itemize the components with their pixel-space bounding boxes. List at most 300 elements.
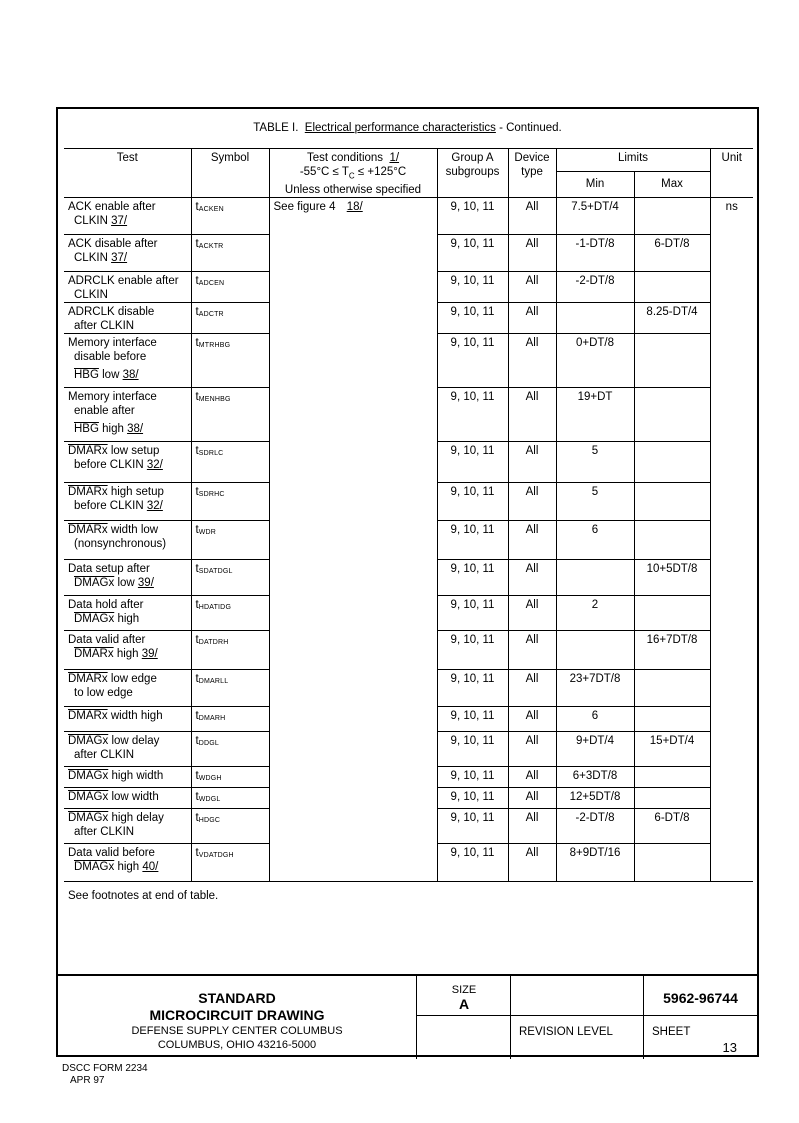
header-test-conditions: Test conditions 1/ $-55^\circ C \le T_C \le +125^\circ C$ Unless otherwise specified bbox=[269, 149, 437, 198]
test-cell bbox=[64, 707, 191, 732]
unit-cell bbox=[710, 198, 753, 882]
test-signal-overbar: DMARx bbox=[74, 648, 114, 661]
symbol-letter: t bbox=[195, 673, 199, 686]
symbol-cell bbox=[191, 388, 269, 442]
device-value: All bbox=[525, 524, 539, 537]
group-a-cell bbox=[437, 334, 508, 388]
test-text: ADRCLK enable after bbox=[68, 275, 179, 288]
group-a-cell bbox=[437, 483, 508, 521]
table-title-suffix: - Continued. bbox=[495, 122, 562, 134]
test-text: ADRCLK disable bbox=[68, 306, 155, 319]
min-cell bbox=[556, 272, 634, 303]
group-a-cell bbox=[437, 670, 508, 707]
group-value: 9, 10, 11 bbox=[450, 673, 495, 686]
test-note: 38/ bbox=[122, 369, 139, 382]
symbol-letter: t bbox=[195, 337, 199, 350]
test-text: high delay bbox=[108, 812, 164, 825]
max-cell bbox=[634, 521, 710, 560]
group-value: 9, 10, 11 bbox=[450, 306, 495, 319]
test-text: (nonsynchronous) bbox=[74, 538, 167, 551]
device-type-cell bbox=[508, 198, 556, 235]
symbol-cell bbox=[191, 442, 269, 483]
symbol-cell bbox=[191, 844, 269, 882]
device-value: All bbox=[525, 847, 539, 860]
symbol-subscript: ACKTR bbox=[198, 243, 224, 251]
test-text: ACK enable after bbox=[68, 201, 156, 214]
device-type-cell bbox=[508, 631, 556, 670]
min-cell bbox=[556, 198, 634, 235]
table-title-prefix: TABLE I. bbox=[253, 122, 299, 134]
symbol-cell bbox=[191, 670, 269, 707]
header-limits: Limits bbox=[556, 149, 710, 172]
min-cell bbox=[556, 732, 634, 767]
min-value: 7.5+DT/4 bbox=[571, 201, 619, 214]
min-cell bbox=[556, 442, 634, 483]
group-value: 9, 10, 11 bbox=[450, 770, 495, 783]
group-value: 9, 10, 11 bbox=[450, 847, 495, 860]
symbol-letter: t bbox=[195, 275, 199, 288]
max-value: 6-DT/8 bbox=[654, 238, 690, 251]
form-number: DSCC FORM 2234 bbox=[62, 1063, 148, 1074]
header-unit: Unit bbox=[710, 149, 753, 198]
symbol-cell bbox=[191, 303, 269, 334]
test-text: after CLKIN bbox=[74, 749, 135, 762]
device-value: All bbox=[525, 563, 539, 576]
symbol-letter: t bbox=[195, 524, 199, 537]
test-signal-overbar: $\overline{HBG}$ bbox=[74, 423, 99, 436]
test-cell bbox=[64, 442, 191, 483]
symbol-subscript: MENHBG bbox=[198, 396, 231, 404]
min-cell bbox=[556, 303, 634, 334]
drawing-number-cell bbox=[643, 976, 757, 1059]
max-cell bbox=[634, 272, 710, 303]
group-value: 9, 10, 11 bbox=[450, 445, 495, 458]
device-type-cell bbox=[508, 560, 556, 596]
revision-label: REVISION LEVEL bbox=[519, 1026, 613, 1038]
symbol-cell bbox=[191, 809, 269, 844]
max-cell bbox=[634, 631, 710, 670]
title-block bbox=[58, 974, 757, 1059]
min-cell bbox=[556, 809, 634, 844]
test-text: CLKIN bbox=[74, 215, 112, 228]
test-text: low setup bbox=[107, 445, 160, 458]
test-text: high bbox=[98, 423, 128, 436]
device-type-cell bbox=[508, 788, 556, 809]
test-cell bbox=[64, 303, 191, 334]
test-signal-overbar: DMAGx bbox=[68, 812, 109, 825]
max-cell bbox=[634, 303, 710, 334]
test-signal-overbar: DMARx bbox=[68, 486, 108, 499]
test-text: ACK disable after bbox=[68, 238, 158, 251]
min-value: 6 bbox=[591, 524, 599, 537]
device-type-cell bbox=[508, 303, 556, 334]
symbol-subscript: SDATDGL bbox=[198, 568, 233, 576]
test-text: Memory interface bbox=[68, 337, 157, 350]
symbol-subscript: ACKEN bbox=[198, 206, 224, 214]
group-value: 9, 10, 11 bbox=[450, 524, 495, 537]
symbol-cell bbox=[191, 198, 269, 235]
test-note: 32/ bbox=[146, 459, 163, 472]
agency-name: DEFENSE SUPPLY CENTER COLUMBUS bbox=[131, 1025, 343, 1037]
test-text: to low edge bbox=[74, 687, 133, 700]
max-value: 10+5DT/8 bbox=[646, 563, 698, 576]
standard-label: STANDARD bbox=[198, 990, 276, 1006]
group-value: 9, 10, 11 bbox=[450, 735, 495, 748]
symbol-letter: t bbox=[195, 847, 199, 860]
test-text: before CLKIN bbox=[74, 459, 147, 472]
drawing-number: 5962-96744 bbox=[663, 990, 738, 1006]
device-type-cell bbox=[508, 596, 556, 631]
min-value: 12+5DT/8 bbox=[569, 791, 621, 804]
conditions-note: 18/ bbox=[346, 201, 363, 214]
device-value: All bbox=[525, 445, 539, 458]
test-cell bbox=[64, 272, 191, 303]
max-cell bbox=[634, 596, 710, 631]
symbol-letter: t bbox=[195, 735, 199, 748]
max-cell bbox=[634, 560, 710, 596]
symbol-subscript: WDGH bbox=[198, 775, 222, 783]
group-value: 9, 10, 11 bbox=[450, 238, 495, 251]
symbol-subscript: SDRLC bbox=[198, 450, 224, 458]
test-text: Data setup after bbox=[68, 563, 150, 576]
test-note: 37/ bbox=[111, 252, 128, 265]
min-value: 8+9DT/16 bbox=[569, 847, 621, 860]
test-text: enable after bbox=[74, 405, 135, 418]
min-value: -2-DT/8 bbox=[575, 812, 615, 825]
test-cell bbox=[64, 388, 191, 442]
size-value: A bbox=[458, 996, 470, 1012]
device-type-cell bbox=[508, 235, 556, 272]
test-text: disable before bbox=[74, 351, 147, 364]
sheet-number: 13 bbox=[722, 1040, 737, 1055]
symbol-letter: t bbox=[195, 770, 199, 783]
device-type-cell bbox=[508, 272, 556, 303]
min-cell bbox=[556, 631, 634, 670]
max-cell bbox=[634, 442, 710, 483]
symbol-cell bbox=[191, 272, 269, 303]
test-text: width high bbox=[107, 710, 163, 723]
device-value: All bbox=[525, 275, 539, 288]
min-cell bbox=[556, 334, 634, 388]
group-a-cell bbox=[437, 235, 508, 272]
device-type-cell bbox=[508, 483, 556, 521]
group-a-cell bbox=[437, 198, 508, 235]
symbol-cell bbox=[191, 521, 269, 560]
device-value: All bbox=[525, 634, 539, 647]
test-cell bbox=[64, 809, 191, 844]
group-a-cell bbox=[437, 809, 508, 844]
symbol-letter: t bbox=[195, 201, 199, 214]
symbol-cell bbox=[191, 334, 269, 388]
symbol-letter: t bbox=[195, 634, 199, 647]
group-value: 9, 10, 11 bbox=[450, 275, 495, 288]
test-signal-overbar: $\overline{HBG}$ bbox=[74, 369, 99, 382]
title-block-agency bbox=[58, 976, 416, 1059]
group-value: 9, 10, 11 bbox=[450, 812, 495, 825]
group-value: 9, 10, 11 bbox=[450, 634, 495, 647]
symbol-subscript: DMARLL bbox=[198, 678, 229, 686]
device-value: All bbox=[525, 238, 539, 251]
test-text: high bbox=[113, 648, 142, 661]
test-text: high width bbox=[108, 770, 164, 783]
header-max: Max bbox=[634, 172, 710, 198]
device-type-cell bbox=[508, 767, 556, 788]
symbol-subscript: HDATIDG bbox=[198, 604, 232, 612]
max-cell bbox=[634, 809, 710, 844]
symbol-letter: t bbox=[195, 812, 199, 825]
symbol-letter: t bbox=[195, 306, 199, 319]
electrical-characteristics-table bbox=[64, 148, 753, 882]
max-cell bbox=[634, 788, 710, 809]
group-a-cell bbox=[437, 631, 508, 670]
table-title-main: Electrical performance characteristics bbox=[304, 122, 496, 134]
group-a-cell bbox=[437, 388, 508, 442]
min-value: -2-DT/8 bbox=[575, 275, 615, 288]
max-value: 6-DT/8 bbox=[654, 812, 690, 825]
symbol-subscript: DDGL bbox=[198, 740, 219, 748]
symbol-cell bbox=[191, 235, 269, 272]
group-a-cell bbox=[437, 560, 508, 596]
group-a-cell bbox=[437, 272, 508, 303]
test-signal-overbar: DMARx bbox=[68, 710, 108, 723]
symbol-letter: t bbox=[195, 391, 199, 404]
device-value: All bbox=[525, 735, 539, 748]
test-cell bbox=[64, 596, 191, 631]
header-min: Min bbox=[556, 172, 634, 198]
device-type-cell bbox=[508, 521, 556, 560]
min-value: 0+DT/8 bbox=[575, 337, 615, 350]
test-text: low width bbox=[108, 791, 159, 804]
group-a-cell bbox=[437, 707, 508, 732]
device-value: All bbox=[525, 391, 539, 404]
min-cell bbox=[556, 670, 634, 707]
form-id bbox=[62, 1063, 148, 1087]
group-a-cell bbox=[437, 303, 508, 334]
group-value: 9, 10, 11 bbox=[450, 791, 495, 804]
min-value: -1-DT/8 bbox=[575, 238, 615, 251]
max-cell bbox=[634, 198, 710, 235]
test-text: CLKIN bbox=[74, 289, 108, 302]
min-cell bbox=[556, 521, 634, 560]
test-cell bbox=[64, 235, 191, 272]
test-text: low delay bbox=[108, 735, 160, 748]
test-cell bbox=[64, 521, 191, 560]
table-row bbox=[64, 198, 753, 235]
test-text: Data hold after bbox=[68, 599, 144, 612]
symbol-letter: t bbox=[195, 599, 199, 612]
test-note: 38/ bbox=[127, 423, 144, 436]
group-value: 9, 10, 11 bbox=[450, 710, 495, 723]
device-value: All bbox=[525, 791, 539, 804]
device-value: All bbox=[525, 599, 539, 612]
test-text: low bbox=[114, 577, 138, 590]
test-cell bbox=[64, 631, 191, 670]
sheet-label: SHEET bbox=[652, 1026, 691, 1038]
device-value: All bbox=[525, 710, 539, 723]
device-type-cell bbox=[508, 732, 556, 767]
drawing-label: MICROCIRCUIT DRAWING bbox=[149, 1007, 325, 1023]
symbol-cell bbox=[191, 707, 269, 732]
min-cell bbox=[556, 707, 634, 732]
device-type-cell bbox=[508, 707, 556, 732]
group-a-cell bbox=[437, 767, 508, 788]
symbol-letter: t bbox=[195, 238, 199, 251]
test-signal-overbar: DMAGx bbox=[68, 791, 109, 804]
test-signal-overbar: DMAGx bbox=[74, 577, 115, 590]
form-date: APR 97 bbox=[70, 1075, 105, 1086]
test-cell bbox=[64, 732, 191, 767]
test-cell bbox=[64, 767, 191, 788]
test-note: 40/ bbox=[142, 861, 159, 874]
device-type-cell bbox=[508, 844, 556, 882]
group-value: 9, 10, 11 bbox=[450, 599, 495, 612]
test-cell bbox=[64, 483, 191, 521]
min-value: 23+7DT/8 bbox=[569, 673, 621, 686]
symbol-subscript: WDGL bbox=[198, 796, 221, 804]
symbol-subscript: DMARH bbox=[198, 715, 226, 723]
min-cell bbox=[556, 767, 634, 788]
min-value: 6+3DT/8 bbox=[572, 770, 618, 783]
device-value: All bbox=[525, 486, 539, 499]
test-text: high bbox=[114, 861, 143, 874]
symbol-subscript: MTRHBG bbox=[198, 342, 231, 350]
test-cell bbox=[64, 198, 191, 235]
max-cell bbox=[634, 767, 710, 788]
test-signal-overbar: DMARx bbox=[68, 673, 108, 686]
device-value: All bbox=[525, 337, 539, 350]
symbol-letter: t bbox=[195, 445, 199, 458]
group-value: 9, 10, 11 bbox=[450, 486, 495, 499]
test-text: Data valid after bbox=[68, 634, 146, 647]
test-text: high setup bbox=[107, 486, 164, 499]
symbol-cell bbox=[191, 631, 269, 670]
group-a-cell bbox=[437, 521, 508, 560]
device-value: All bbox=[525, 306, 539, 319]
symbol-cell bbox=[191, 732, 269, 767]
min-cell bbox=[556, 235, 634, 272]
document-frame bbox=[56, 107, 759, 1057]
min-value: 6 bbox=[591, 710, 599, 723]
test-cell bbox=[64, 334, 191, 388]
conditions-cell bbox=[269, 198, 437, 882]
header-device-type: Device type bbox=[508, 149, 556, 198]
min-value: 9+DT/4 bbox=[575, 735, 615, 748]
symbol-letter: t bbox=[195, 486, 199, 499]
test-signal-overbar: DMAGx bbox=[68, 770, 109, 783]
symbol-subscript: HDGC bbox=[198, 817, 221, 825]
max-value: 8.25-DT/4 bbox=[646, 306, 698, 319]
group-value: 9, 10, 11 bbox=[450, 391, 495, 404]
device-value: All bbox=[525, 673, 539, 686]
header-group-a: Group A subgroups bbox=[437, 149, 508, 198]
group-a-cell bbox=[437, 732, 508, 767]
min-cell bbox=[556, 483, 634, 521]
test-note: 37/ bbox=[111, 215, 128, 228]
group-a-cell bbox=[437, 442, 508, 483]
device-type-cell bbox=[508, 670, 556, 707]
test-text: width low bbox=[107, 524, 159, 537]
symbol-letter: t bbox=[195, 791, 199, 804]
min-cell bbox=[556, 788, 634, 809]
min-cell bbox=[556, 560, 634, 596]
test-text: Memory interface bbox=[68, 391, 157, 404]
min-cell bbox=[556, 596, 634, 631]
min-value: 5 bbox=[591, 445, 599, 458]
max-cell bbox=[634, 334, 710, 388]
min-value: 19+DT bbox=[577, 391, 613, 404]
test-text: low edge bbox=[107, 673, 157, 686]
agency-address: COLUMBUS, OHIO 43216-5000 bbox=[157, 1039, 317, 1051]
unit-value: ns bbox=[725, 201, 738, 214]
symbol-letter: t bbox=[195, 563, 199, 576]
header-symbol: Symbol bbox=[191, 149, 269, 198]
symbol-cell bbox=[191, 483, 269, 521]
test-text: CLKIN bbox=[74, 252, 112, 265]
symbol-cell bbox=[191, 767, 269, 788]
test-text: low bbox=[98, 369, 123, 382]
test-text: before CLKIN bbox=[74, 500, 147, 513]
conditions-text: See figure 4 bbox=[273, 201, 336, 214]
device-type-cell bbox=[508, 388, 556, 442]
test-text: after CLKIN bbox=[74, 320, 135, 333]
device-value: All bbox=[525, 812, 539, 825]
symbol-subscript: SDRHC bbox=[198, 491, 225, 499]
device-type-cell bbox=[508, 809, 556, 844]
group-a-cell bbox=[437, 844, 508, 882]
revision-cell bbox=[510, 976, 644, 1059]
max-cell bbox=[634, 670, 710, 707]
footnote: See footnotes at end of table. bbox=[68, 890, 219, 902]
group-value: 9, 10, 11 bbox=[450, 201, 495, 214]
test-cell bbox=[64, 560, 191, 596]
test-signal-overbar: DMAGx bbox=[68, 735, 109, 748]
max-value: 16+7DT/8 bbox=[646, 634, 698, 647]
symbol-letter: t bbox=[195, 710, 199, 723]
symbol-subscript: ADCTR bbox=[198, 311, 224, 319]
min-cell bbox=[556, 844, 634, 882]
test-signal-overbar: DMAGx bbox=[74, 861, 115, 874]
test-signal-overbar: DMAGx bbox=[74, 613, 115, 626]
test-signal-overbar: DMARx bbox=[68, 445, 108, 458]
test-cell bbox=[64, 844, 191, 882]
max-cell bbox=[634, 732, 710, 767]
min-value: 5 bbox=[591, 486, 599, 499]
test-note: 32/ bbox=[146, 500, 163, 513]
max-value: 15+DT/4 bbox=[649, 735, 695, 748]
test-text: high bbox=[114, 613, 140, 626]
group-a-cell bbox=[437, 788, 508, 809]
test-note: 39/ bbox=[141, 648, 158, 661]
test-note: 39/ bbox=[137, 577, 154, 590]
max-cell bbox=[634, 707, 710, 732]
symbol-cell bbox=[191, 788, 269, 809]
device-value: All bbox=[525, 770, 539, 783]
max-cell bbox=[634, 388, 710, 442]
max-cell bbox=[634, 844, 710, 882]
header-test: Test bbox=[64, 149, 191, 198]
device-type-cell bbox=[508, 442, 556, 483]
group-value: 9, 10, 11 bbox=[450, 337, 495, 350]
min-cell bbox=[556, 388, 634, 442]
symbol-subscript: DATDRH bbox=[198, 639, 229, 647]
group-a-cell bbox=[437, 596, 508, 631]
test-text: after CLKIN bbox=[74, 826, 135, 839]
table-title bbox=[58, 122, 757, 134]
symbol-cell bbox=[191, 560, 269, 596]
group-value: 9, 10, 11 bbox=[450, 563, 495, 576]
device-value: All bbox=[525, 201, 539, 214]
symbol-subscript: ADCEN bbox=[198, 280, 225, 288]
